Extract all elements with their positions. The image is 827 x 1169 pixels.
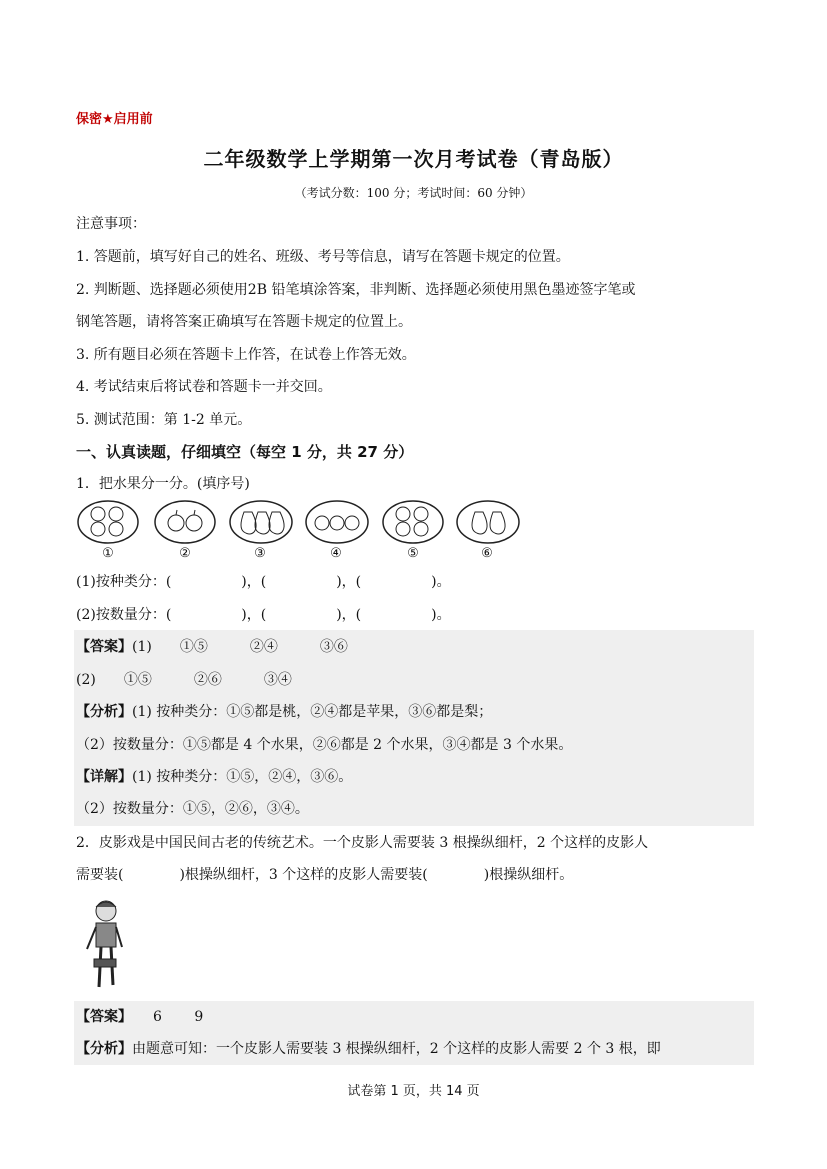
note-item: 4. 考试结束后将试卷和答题卡一并交回。 <box>76 379 332 395</box>
question-1-prompt: 1．把水果分一分。(填序号) <box>76 476 250 492</box>
question-1-part-a: (1)按种类分：( )，( )，( )。 <box>76 574 451 590</box>
answer-text: (1) ①⑤ ②④ ③⑥ <box>132 639 348 655</box>
fruit-group-4 <box>304 498 374 568</box>
section-heading: 一、认真读题，仔细填空（每空 1 分，共 27 分） <box>76 443 414 461</box>
question-2-line: 需要装( )根操纵细杆，3 个这样的皮影人需要装( )根操纵细杆。 <box>76 867 574 883</box>
note-item: 3. 所有题目必须在答题卡上作答，在试卷上作答无效。 <box>76 347 416 363</box>
note-item: 钢笔答题，请将答案正确填写在答题卡规定的位置上。 <box>76 314 412 330</box>
pear-group-icon <box>228 498 294 546</box>
fruit-label: ② <box>179 546 191 561</box>
analysis-tag: 【分析】 <box>76 1041 132 1057</box>
answer-block <box>74 630 754 826</box>
page-title: 二年级数学上学期第一次月考试卷（青岛版） <box>203 147 624 171</box>
answer-line <box>76 636 348 658</box>
detail-line: （2）按数量分：①⑤，②⑥，③④。 <box>76 801 309 817</box>
analysis-line: （2）按数量分：①⑤都是 4 个水果，②⑥都是 2 个水果，③④都是 3 个水果。 <box>76 737 573 753</box>
answer-line: (2) ①⑤ ②⑥ ③④ <box>76 672 292 688</box>
fruit-label: ① <box>102 546 114 561</box>
peach-group-icon <box>381 498 445 546</box>
answer-text: 6 9 <box>125 1009 204 1025</box>
note-item: 5. 测试范围：第 1-2 单元。 <box>76 412 252 428</box>
question-1-part-b: (2)按数量分：( )，( )，( )。 <box>76 607 451 623</box>
apple-group-icon <box>304 498 370 546</box>
analysis-text: (1) 按种类分：①⑤都是桃，②④都是苹果，③⑥都是梨； <box>132 704 493 720</box>
fruit-group-6 <box>455 498 525 568</box>
answer-line <box>76 1006 203 1028</box>
confidential-mark: 保密★启用前 <box>76 112 153 127</box>
note-item: 1. 答题前，填写好自己的姓名、班级、考号等信息，请写在答题卡规定的位置。 <box>76 249 570 265</box>
analysis-line <box>76 701 492 723</box>
analysis-tag: 【分析】 <box>76 704 132 720</box>
answer-tag: 【答案】 <box>76 639 132 655</box>
apple-group-icon <box>153 498 217 546</box>
shadow-puppet-stilt-illustration <box>82 897 128 989</box>
notes-title: 注意事项： <box>76 216 146 232</box>
detail-tag: 【详解】 <box>76 769 132 785</box>
analysis-text: 由题意可知：一个皮影人需要装 3 根操纵细杆，2 个这样的皮影人需要 2 个 3 根，即 <box>132 1041 661 1057</box>
fruit-label: ③ <box>254 546 266 561</box>
exam-info: （考试分数：100 分；考试时间：60 分钟） <box>294 186 533 200</box>
fruit-group-1 <box>76 498 146 568</box>
analysis-line <box>76 1038 661 1060</box>
pear-group-icon <box>455 498 521 546</box>
fruit-label: ④ <box>330 546 342 561</box>
detail-line <box>76 766 352 788</box>
fruit-group-5 <box>381 498 451 568</box>
answer-tag: 【答案】 <box>76 1009 125 1025</box>
note-item: 2. 判断题、选择题必须使用2B 铅笔填涂答案，非判断、选择题必须使用黑色墨迹签字笔或 <box>76 282 636 298</box>
fruit-label: ⑤ <box>407 546 419 561</box>
question-2-line: 2．皮影戏是中国民间古老的传统艺术。一个皮影人需要装 3 根操纵细杆，2 个这样的皮影人 <box>76 835 649 851</box>
page-footer: 试卷第 1 页，共 14 页 <box>347 1084 480 1099</box>
detail-text: (1) 按种类分：①⑤，②④，③⑥。 <box>132 769 353 785</box>
fruit-group-3 <box>228 498 298 568</box>
peach-group-icon <box>76 498 140 546</box>
fruit-group-2 <box>153 498 223 568</box>
fruit-label: ⑥ <box>481 546 493 561</box>
